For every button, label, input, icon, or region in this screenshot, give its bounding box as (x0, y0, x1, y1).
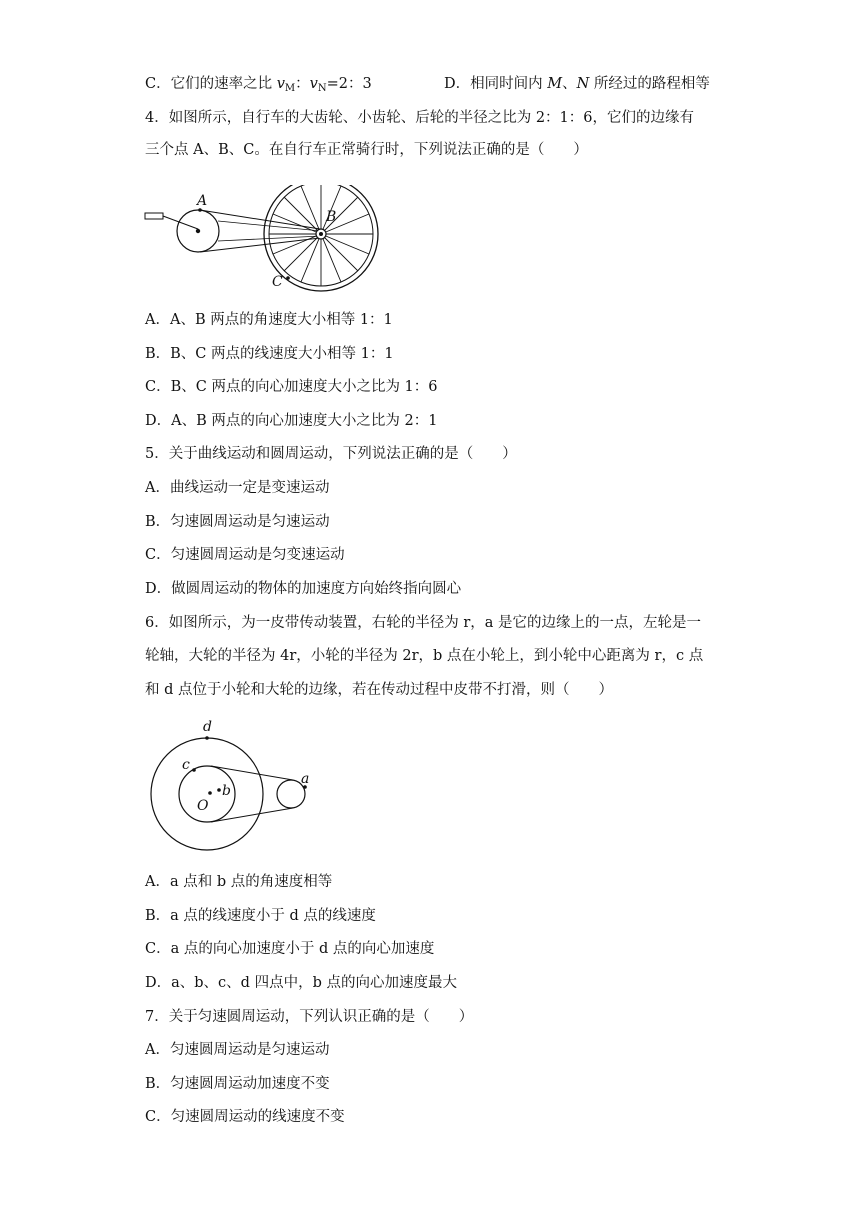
q4-option-a: A．A、B 两点的角速度大小相等 1：1 (145, 312, 393, 328)
belt-upper (211, 766, 293, 780)
label-a: A (197, 193, 208, 209)
belt-lower (211, 808, 293, 822)
q5-stem: 5．关于曲线运动和圆周运动，下列说法正确的是（ ） (145, 446, 517, 462)
label-o: O (197, 798, 209, 814)
label-c: C (272, 274, 283, 290)
q5-option-c: C．匀速圆周运动是匀变速运动 (145, 547, 345, 563)
label-d: d (203, 719, 212, 735)
belt-pulley-figure (145, 712, 325, 860)
q5-option-b: B．匀速圆周运动是匀速运动 (145, 514, 330, 530)
label-c: c (182, 757, 190, 773)
bicycle-gear-figure (140, 185, 390, 293)
q4-option-b: B．B、C 两点的线速度大小相等 1：1 (145, 346, 394, 362)
large-wheel (151, 738, 263, 850)
q7-option-b: B．匀速圆周运动加速度不变 (145, 1076, 330, 1092)
q3-option-c: C．它们的速率之比 $v_M$：$v_N=2$：3 (145, 76, 372, 94)
q4-stem-line2: 三个点 A、B、C。在自行车正常骑行时，下列说法正确的是（ ） (145, 142, 588, 158)
label-a: a (301, 771, 310, 787)
crank (163, 216, 198, 229)
label-b: B (326, 209, 337, 225)
small-gear-hub (319, 232, 323, 236)
q4-stem-line1: 4．如图所示，自行车的大齿轮、小齿轮、后轮的半径之比为 2：1：6，它们的边缘有 (145, 110, 695, 126)
q6-stem-line1: 6．如图所示，为一皮带传动装置，右轮的半径为 r，a 是它的边缘上的一点，左轮是一 (145, 615, 702, 631)
q6-stem-line2: 轮轴，大轮的半径为 4r，小轮的半径为 2r，b 点在小轮上，到小轮中心距离为 r，c 点 (145, 648, 704, 664)
q7-option-c: C．匀速圆周运动的线速度不变 (145, 1109, 345, 1125)
q6-option-b: B．a 点的线速度小于 d 点的线速度 (145, 908, 376, 924)
big-gear-center (196, 229, 200, 233)
q5-option-d: D．做圆周运动的物体的加速度方向始终指向圆心 (145, 581, 462, 597)
q7-option-a: A．匀速圆周运动是匀速运动 (145, 1042, 330, 1058)
point-d-dot (205, 736, 209, 740)
q7-stem: 7．关于匀速圆周运动，下列认识正确的是（ ） (145, 1009, 474, 1025)
label-b: b (222, 783, 231, 799)
center-o-dot (208, 791, 212, 795)
q6-option-d: D．a、b、c、d 四点中，b 点的向心加速度最大 (145, 975, 457, 991)
q4-option-c: C．B、C 两点的向心加速度大小之比为 1：6 (145, 379, 438, 395)
point-b-dot (217, 788, 221, 792)
q6-stem-line3: 和 d 点位于小轮和大轮的边缘，若在传动过程中皮带不打滑，则（ ） (145, 682, 613, 698)
point-c-dot (286, 276, 290, 280)
q5-option-a: A．曲线运动一定是变速运动 (145, 480, 330, 496)
q6-option-a: A．a 点和 b 点的角速度相等 (145, 874, 333, 890)
q4-option-d: D．A、B 两点的向心加速度大小之比为 2：1 (145, 413, 438, 429)
q6-option-c: C．a 点的向心加速度小于 d 点的向心加速度 (145, 941, 435, 957)
point-c-dot (192, 768, 196, 772)
pedal (145, 213, 163, 219)
q3-option-d: D．相同时间内 M、N 所经过的路程相等 (444, 76, 710, 92)
